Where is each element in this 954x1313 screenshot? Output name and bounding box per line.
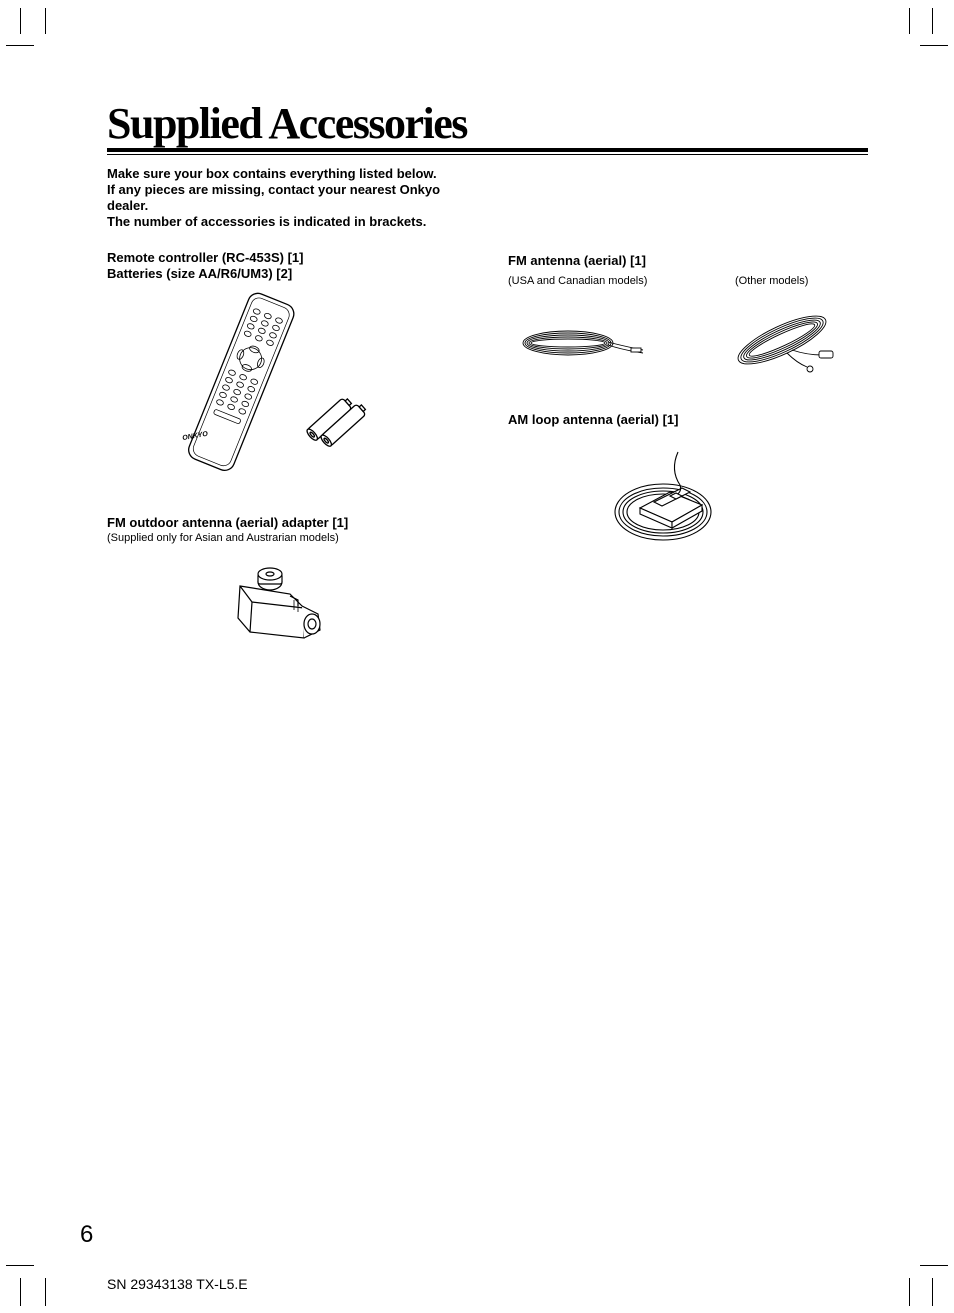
title-rule	[107, 148, 868, 152]
fm-antenna-heading: FM antenna (aerial) [1]	[508, 253, 646, 268]
fm-antenna-usa-illustration	[518, 318, 653, 368]
crop-mark	[6, 45, 34, 46]
page-number: 6	[80, 1221, 94, 1248]
crop-mark	[20, 1278, 21, 1306]
crop-mark	[45, 8, 46, 34]
am-antenna-heading: AM loop antenna (aerial) [1]	[508, 412, 679, 427]
am-loop-antenna-illustration	[610, 450, 720, 550]
intro-text	[107, 166, 467, 230]
fm-adapter-heading: FM outdoor antenna (aerial) adapter [1]	[107, 515, 349, 530]
intro-line: If any pieces are missing, contact your nearest Onkyo	[107, 182, 441, 197]
fm-adapter-note: (Supplied only for Asian and Austrarian models)	[107, 532, 339, 544]
crop-mark	[45, 1278, 46, 1306]
crop-mark	[20, 8, 21, 34]
fm-antenna-note-usa: (USA and Canadian models)	[508, 275, 648, 287]
title-rule-thin	[107, 154, 868, 155]
intro-line: Make sure your box contains everything listed below.	[107, 166, 437, 181]
crop-mark	[920, 1265, 948, 1266]
svg-text:ONKYO: ONKYO	[181, 430, 209, 443]
batteries-heading: Batteries (size AA/R6/UM3) [2]	[107, 266, 293, 281]
onkyo-logo	[180, 428, 220, 443]
fm-adapter-illustration	[232, 566, 328, 650]
crop-mark	[932, 1278, 933, 1306]
document-code: SN 29343138 TX-L5.E	[107, 1276, 248, 1292]
crop-mark	[932, 8, 933, 34]
crop-mark	[909, 8, 910, 34]
page-title: Supplied Accessories	[107, 99, 467, 148]
crop-mark	[909, 1278, 910, 1306]
fm-antenna-note-other: (Other models)	[735, 275, 809, 287]
batteries-illustration	[300, 390, 382, 450]
crop-mark	[920, 45, 948, 46]
crop-mark	[6, 1265, 34, 1266]
intro-line: The number of accessories is indicated in brackets.	[107, 214, 427, 229]
remote-controller-illustration	[160, 285, 325, 480]
fm-antenna-other-illustration	[712, 305, 842, 380]
intro-line: dealer.	[107, 198, 149, 213]
remote-heading: Remote controller (RC-453S) [1]	[107, 250, 304, 265]
